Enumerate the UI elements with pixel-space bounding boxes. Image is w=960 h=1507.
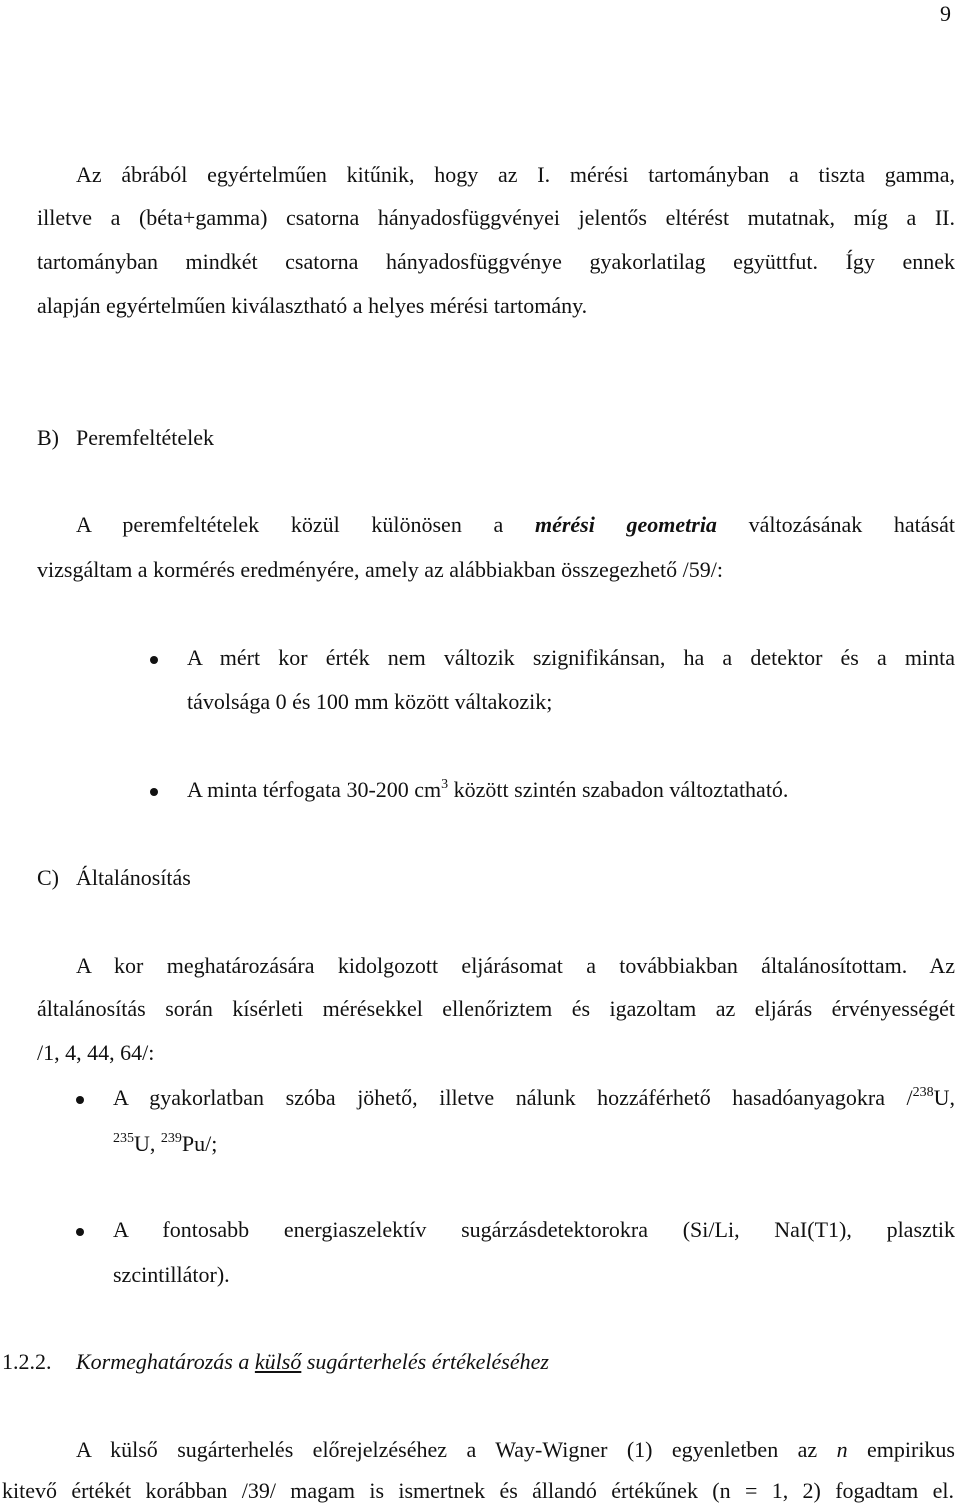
section-b-bullet-2	[187, 779, 788, 801]
section-c-label: C)	[37, 865, 59, 890]
cubic-superscript: 3	[441, 777, 449, 792]
section-title-pre: Kormeghatározás a	[76, 1349, 255, 1374]
page-number: 9	[940, 1, 951, 26]
section-b-para-line-1-post: változásának hatását	[716, 512, 955, 537]
section-b-para-line-2: vizsgáltam a kormérés eredményére, amely az alábbiakban összegezhető /59/:	[37, 557, 723, 582]
section-1-2-2-para-line-1	[76, 1439, 955, 1461]
section-1-2-2-para-line-2: kitevő értékét korábban /39/ magam is ismertnek és állandó értékűnek (n = 1, 2) fogadtam el.	[2, 1478, 954, 1503]
section-c-bullet-1-end: Pu/;	[181, 1131, 218, 1156]
section-c-bullet-1-line-1	[113, 1087, 955, 1109]
section-b-title: Peremfeltételek	[76, 425, 215, 450]
section-b-bullet-2-pre: A minta térfogata 30-200 cm	[187, 777, 442, 802]
section-c-bullet-1-pre: A gyakorlatban szóba jöhető, illetve nálunk hozzáférhető hasadóanyagokra /	[113, 1085, 913, 1110]
intro-line-4: alapján egyértelműen kiválasztható a helyes mérési tartomány.	[37, 293, 588, 318]
section-c-para-line-3: /1, 4, 44, 64/:	[37, 1040, 155, 1065]
section-c-bullet-2-line-1: A fontosabb energiaszelektív sugárzásdetektorokra (Si/Li, NaI(T1), plasztik	[113, 1217, 955, 1242]
isotope-238-superscript: 238	[912, 1085, 934, 1100]
section-b-bullet-1-line-2: távolsága 0 és 100 mm között váltakozik;	[187, 689, 553, 714]
exponent-n: n	[836, 1437, 848, 1462]
section-title-underlined: külső	[254, 1349, 302, 1374]
section-c-bullet-1-post: U,	[933, 1085, 955, 1110]
intro-line-2: illetve a (béta+gamma) csatorna hányadosfüggvényei jelentős eltérést mutatnak, míg a II.	[37, 205, 955, 230]
section-c-bullet-2-line-2: szcintillátor).	[113, 1262, 230, 1287]
section-b-para-line-1	[76, 514, 955, 536]
bullet-dot	[76, 1228, 84, 1236]
section-b-bullet-1-line-1: A mért kor érték nem változik szignifikánsan, ha a detektor és a minta	[187, 645, 955, 670]
section-b-bullet-2-post: között szintén szabadon változtatható.	[448, 777, 789, 802]
bullet-dot	[76, 1096, 84, 1104]
section-b-label: B)	[37, 425, 59, 450]
section-b-para-line-1-pre: A peremfeltételek közül különösen a	[76, 512, 535, 537]
isotope-239-superscript: 239	[160, 1131, 182, 1146]
para-line-1-pre: A külső sugárterhelés előrejelzéséhez a Way-Wigner (1) egyenletben az	[76, 1437, 837, 1462]
section-c-para-line-2: általánosítás során kísérleti mérésekkel ellenőriztem és igazoltam az eljárás érvényességét	[37, 996, 955, 1021]
intro-line-3: tartományban mindkét csatorna hányadosfüggvénye gyakorlatilag együttfut. Így ennek	[37, 249, 955, 274]
section-title	[76, 1351, 549, 1373]
section-c-title: Általánosítás	[76, 865, 191, 890]
para-line-1-post: empirikus	[847, 1437, 955, 1462]
section-c-bullet-1-line-2	[113, 1133, 217, 1155]
bullet-dot	[150, 656, 158, 664]
section-c-bullet-1-mid: U,	[134, 1131, 161, 1156]
section-title-post: sugárterhelés értékeléséhez	[301, 1349, 549, 1374]
isotope-235-superscript: 235	[113, 1131, 134, 1146]
measurement-geometry-emphasis: mérési geometria	[534, 512, 717, 537]
section-c-para-line-1: A kor meghatározására kidolgozott eljárásomat a továbbiakban általánosítottam. Az	[76, 953, 955, 978]
bullet-dot	[150, 788, 158, 796]
section-number: 1.2.2.	[2, 1349, 52, 1374]
intro-line-1: Az ábrából egyértelműen kitűnik, hogy az I. mérési tartományban a tiszta gamma,	[76, 162, 955, 187]
